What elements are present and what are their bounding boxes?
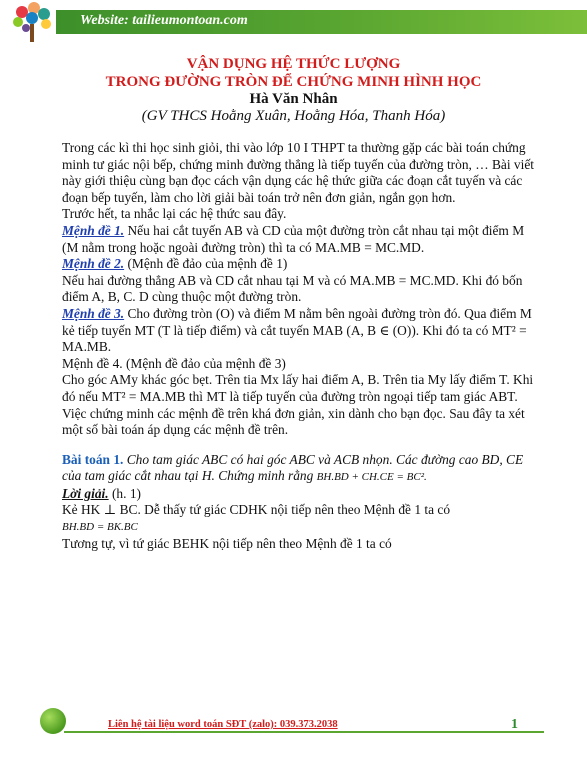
- spacer: [62, 439, 540, 452]
- document-body: [62, 140, 540, 552]
- proposition-2-body: Nếu hai đường thẳng AB và CD cắt nhau tại M và có MA.MB = MC.MD. Khi đó bốn điểm A, B, C. D cùng thuộc một đường tròn.: [62, 272, 523, 305]
- problem-label: Bài toán 1.: [62, 451, 124, 467]
- proposition-4-body: Cho góc AMy khác góc bẹt. Trên tia Mx lấy hai điểm A, B. Trên tia My lấy điểm T. Khi đó nếu MT² = MA.MB thì MT là tiếp tuyến của đường tròn ngoại tiếp tam giác ABT.: [62, 372, 534, 404]
- problem-text: Cho tam giác ABC có hai góc ABC và ACB nhọn. Các đường cao BD, CE của tam giác cắt nhau tại H. Chứng minh rằng: [62, 451, 524, 484]
- problem-formula: BH.BD + CH.CE = BC².: [316, 471, 427, 484]
- intro-paragraph: Trong các kì thi học sinh giỏi, thi vào lớp 10 I THPT ta thường gặp các bài toán chứng minh tư giác nội bếp, chứng minh đường thẳng là tiếp tuyến của đường tròn, … Bài viết này giới thiệu cùng bạn đọc cách vận dụng các hệ thức giữa các đoạn cắt tuyến và các đoạn bếp tuyến, làm cho lời giải bài toán trở nên đơn giản, ngắn gọn hơn.: [62, 140, 534, 205]
- proposition-1: [62, 223, 540, 256]
- proposition-3: [62, 306, 540, 356]
- website-link[interactable]: Website: tailieumontoan.com: [80, 13, 248, 28]
- proposition-text: Nếu hai cắt tuyến AB và CD của một đường tròn cắt nhau tại một điểm M (M nằm trong hoặc ngoài đường tròn) thì ta có MA.MB = MC.MD.: [62, 222, 525, 255]
- solution-label: Lời giải.: [62, 485, 109, 501]
- intro-recall: Trước hết, ta nhắc lại các hệ thức sau đây.: [62, 206, 287, 222]
- solution-line-1: Kẻ HK ⊥ BC. Dễ thấy tứ giác CDHK nội tiếp nên theo Mệnh đề 1 ta có: [62, 502, 451, 518]
- problem-1-statement: [62, 452, 540, 486]
- solution-heading: [62, 486, 540, 503]
- tree-logo-icon: [4, 0, 60, 46]
- document-title-line1: VẬN DỤNG HỆ THỨC LƯỢNG: [186, 56, 401, 72]
- proposition-text: Cho đường tròn (O) và điểm M nằm bên ngoài đường tròn đó. Qua điểm M kẻ tiếp tuyến MT (T là tiếp điểm) và cắt tuyến MAB (A, B ∈ (O)). Khi đó ta có MT² = MA.MB.: [62, 305, 532, 355]
- proposition-label: Mệnh đề 1.: [62, 222, 125, 238]
- proposition-label: Mệnh đề 3.: [62, 305, 125, 321]
- proposition-2: [62, 256, 540, 273]
- solution-ref: (h. 1): [108, 485, 141, 501]
- proposition-label: Mệnh đề 2.: [62, 256, 125, 272]
- solution-formula: BH.BD = BK.BC: [62, 521, 138, 534]
- proof-note: Việc chứng minh các mệnh đề trên khá đơn giản, xin dành cho bạn đọc. Sau đây ta xét một số bài toán áp dụng các mệnh đề trên.: [62, 405, 525, 438]
- footer-contact[interactable]: Liên hệ tài liệu word toán SĐT (zalo): 039.373.2038: [108, 719, 338, 730]
- page-number: 1: [511, 717, 518, 732]
- proposition-4: Mệnh đề 4. (Mệnh đề đảo của mệnh đề 3): [62, 355, 286, 371]
- solution-line-2: Tương tự, vì tứ giác BEHK nội tiếp nên theo Mệnh đề 1 ta có: [62, 535, 392, 551]
- footer-ball-icon: [40, 708, 66, 734]
- page-header: [0, 0, 587, 46]
- document-title-line2: TRONG ĐƯỜNG TRÒN ĐỂ CHỨNG MINH HÌNH HỌC: [105, 74, 482, 90]
- author-affiliation: (GV THCS Hoằng Xuân, Hoằng Hóa, Thanh Hóa): [141, 108, 446, 124]
- footer-divider: [64, 731, 544, 733]
- proposition-text: (Mệnh đề đảo của mệnh đề 1): [124, 256, 288, 272]
- author-name: Hà Văn Nhân: [249, 91, 338, 107]
